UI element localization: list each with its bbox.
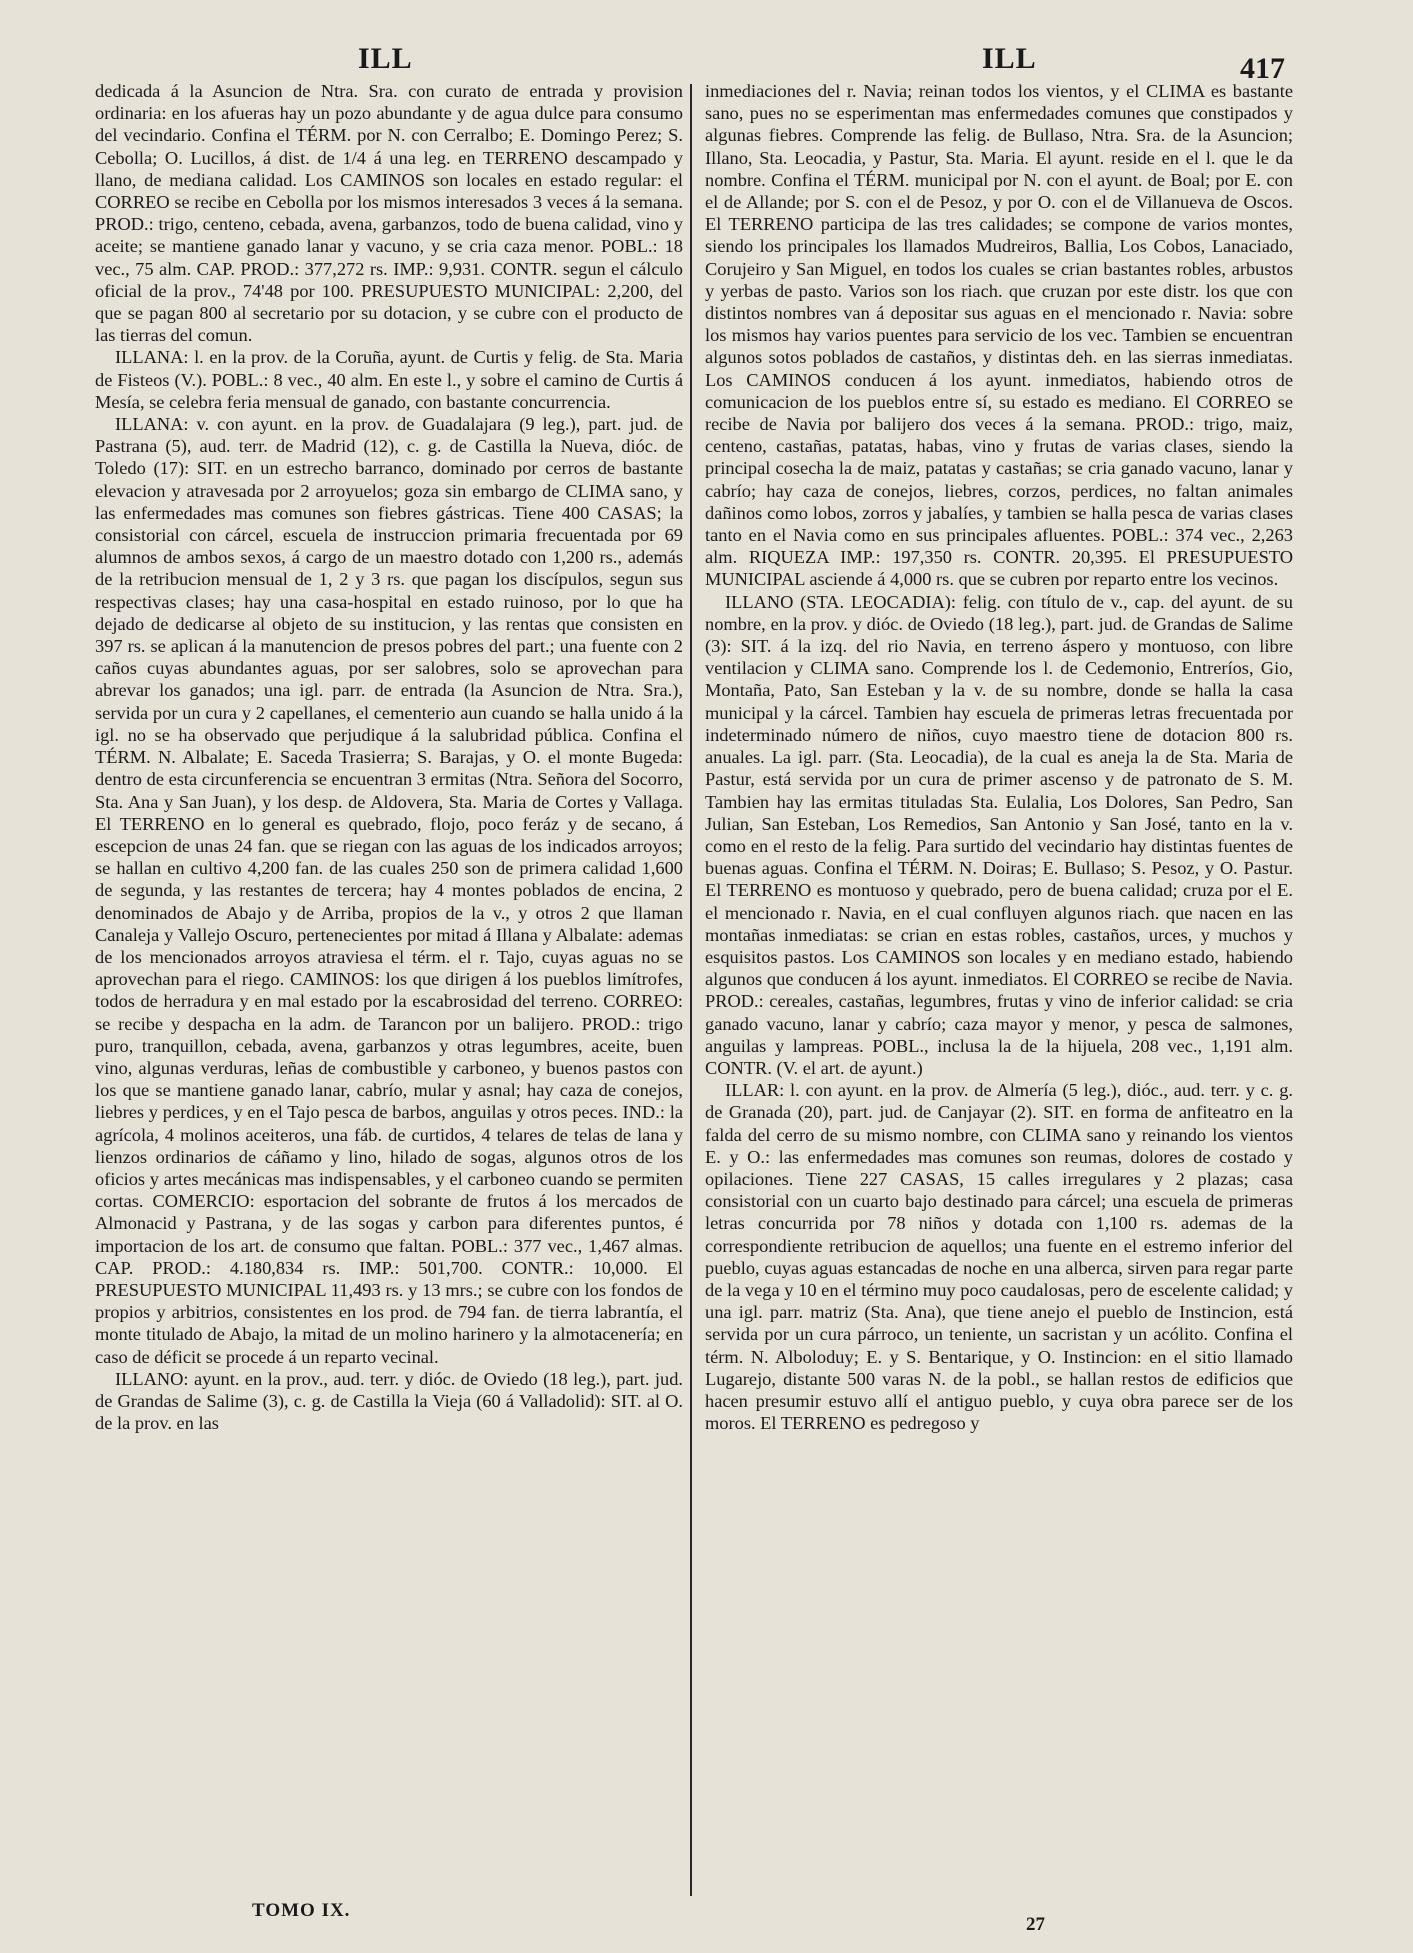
- left-running-head: ILL: [358, 42, 413, 75]
- left-paragraph-continuation: dedicada á la Asuncion de Ntra. Sra. con curato de entrada y provision ordinaria: en los afueras hay un pozo abundante y de agua dulce para consumo del vecindario. Confina el TÉRM. por N. con Cerralbo; E. Domingo Perez; S. Cebolla; O. Lucillos, á dist. de 1/4 á una leg. en TERRENO descampado y llano, de mediana calidad. Los CAMINOS son locales en estado regular: el CORREO se recibe en Cebolla por los mismos interesados 3 veces á la semana. PROD.: trigo, centeno, cebada, avena, garbanzos, todo de buena calidad, vino y aceite; se mantiene ganado lanar y vacuno, y se cria caza menor. POBL.: 18 vec., 75 alm. CAP. PROD.: 377,272 rs. IMP.: 9,931. CONTR. segun el cálculo oficial de la prov., 74'48 por 100. PRESUPUESTO MUNICIPAL: 2,200, del que se pagan 800 al secretario por su dotacion, y se cubre con el producto de las tierras del comun.: [95, 81, 683, 346]
- left-text-column: [95, 80, 683, 1434]
- volume-label: TOMO IX.: [252, 1900, 351, 1921]
- right-text-column: [705, 80, 1293, 1434]
- right-running-head: ILL: [982, 42, 1037, 75]
- signature-mark: 27: [1026, 1914, 1045, 1935]
- entry-illana-guadalajara: ILLANA: v. con ayunt. en la prov. de Guadalajara (9 leg.), part. jud. de Pastrana (5), aud. terr. de Madrid (12), c. g. de Castilla la Nueva, dióc. de Toledo (17): SIT. en un estrecho barranco, dominado por cerros de bastante elevacion y atravesada por 2 arroyuelos; goza sin embargo de CLIMA sano, y las enfermedades mas comunes son fiebres gástricas. Tiene 400 CASAS; la consistorial con cárcel, escuela de instruccion primaria frecuentada por 69 alumnos de ambos sexos, á cargo de un maestro dotado con 1,200 rs., además de la retribucion mensual de 1, 2 y 3 rs. que pagan los discípulos, segun sus respectivas clases; hay una casa-hospital en estado ruinoso, por lo que ha dejado de dedicarse al objeto de su institucion, y las rentas que consisten en 397 rs. se aplican á la manutencion de presos pobres del part.; una fuente con 2 caños cuyas abundantes aguas, por ser salobres, solo se aprovechan para abrevar los ganados; una igl. parr. de entrada (la Asuncion de Ntra. Sra.), servida por un cura y 2 capellanes, el cementerio aun cuando se halla unido á la igl. no se ha observado que perjudique á la salubridad pública. Confina el TÉRM. N. Albalate; E. Saceda Trasierra; S. Barajas, y O. el monte Bugeda: dentro de esta circunferencia se encuentran 3 ermitas (Ntra. Señora del Socorro, Sta. Ana y San Juan), y los desp. de Aldovera, Sta. Maria de Cortes y Vallaga. El TERRENO en lo general es quebrado, flojo, poco feráz y de secano, á escepcion de unas 24 fan. que se riegan con las aguas de los indicados arroyos; se hallan en cultivo 4,200 fan. de las cuales 250 son de primera calidad 1,600 de segunda, y las restantes de tercera; hay 4 montes poblados de encina, 2 denominados de Abajo y de Arriba, propios de la v., y otros 2 que llaman Canaleja y Vallejo Oscuro, pertenecientes por mitad á Illana y Albalate: ademas de los mencionados arroyos atraviesa el térm. el r. Tajo, cuyas aguas no se aprovechan para el riego. CAMINOS: los que dirigen á los pueblos limítrofes, todos de herradura y en mal estado por la escabrosidad del terreno. CORREO: se recibe y despacha en la adm. de Tarancon por un balijero. PROD.: trigo puro, tranquillon, cebada, avena, garbanzos y otras legumbres, aceite, buen vino, algunas verduras, leñas de combustible y carboneo, y buenos pastos con los que se mantiene ganado lanar, cabrío, mular y asnal; hay caza de conejos, liebres y perdices, y en el Tajo pesca de barbos, anguilas y otros peces. IND.: la agrícola, 4 molinos aceiteros, una fáb. de curtidos, 4 telares de telas de lana y lienzos ordinarios de cáñamo y lino, hilado de sogas, algunos otros de los oficios y artes mecánicas mas indispensables, y el carboneo cuando se permiten cortas. COMERCIO: esportacion del sobrante de frutos á los mercados de Almonacid y Pastrana, y de las sogas y carbon para diferentes puntos, é importacion de los art. de consumo que faltan. POBL.: 377 vec., 1,467 almas. CAP. PROD.: 4.180,834 rs. IMP.: 501,700. CONTR.: 10,000. El PRESUPUESTO MUNICIPAL 11,493 rs. y 13 mrs.; se cubre con los fondos de propios y arbitrios, consistentes en los prod. de 794 fan. de tierra labrantía, el monte titulado de Abajo, la mitad de un molino harinero y la almotacenería; en caso de déficit se procede á un reparto vecinal.: [95, 414, 683, 1367]
- entry-illar: ILLAR: l. con ayunt. en la prov. de Almería (5 leg.), dióc., aud. terr. y c. g. de Granada (20), part. jud. de Canjayar (2). SIT. en forma de anfiteatro en la falda del cerro de su mismo nombre, con CLIMA sano y reinando los vientos E. y O.: las enfermedades mas comunes son reumas, dolores de costado y opilaciones. Tiene 227 CASAS, 15 calles irregulares y 2 plazas; casa consistorial con un cuarto bajo destinado para cárcel; una escuela de primeras letras concurrida por 78 niños y dotada con 1,100 rs. ademas de la correspondiente retribucion de aquellos; una fuente en el estremo inferior del pueblo, cuyas aguas estancadas de noche en una alberca, sirven para regar parte de la vega y 10 en el término muy poco caudalosas, pero de escelente calidad; y una igl. parr. matriz (Sta. Ana), que tiene anejo el pueblo de Instincion, está servida por un cura párroco, un teniente, un sacristan y un acólito. Confina el térm. N. Alboloduy; E. y S. Bentarique, y O. Instincion: en el sitio llamado Lugarejo, distante 500 varas N. de la pobl., se hallan restos de edificios que hacen presumir estuvo allí el antiguo pueblo, y cuya obra parece ser de los moros. El TERRENO es pedregoso y: [705, 1080, 1293, 1434]
- column-divider: [690, 84, 692, 1896]
- entry-illano-ayuntamiento: ILLANO: ayunt. en la prov., aud. terr. y dióc. de Oviedo (18 leg.), part. jud. de Grandas de Salime (3), c. g. de Castilla la Vieja (60 á Valladolid): SIT. al O. de la prov. en las: [95, 1368, 683, 1434]
- right-paragraph-continuation: inmediaciones del r. Navia; reinan todos los vientos, y el CLIMA es bastante sano, pues no se esperimentan mas enfermedades comunes que constipados y algunas fiebres. Comprende las felig. de Bullaso, Ntra. Sra. de la Asuncion; Illano, Sta. Leocadia, y Pastur, Sta. Maria. El ayunt. reside en el l. que le da nombre. Confina el TÉRM. municipal por N. con el ayunt. de Boal; por E. con el de Allande; por S. con el de Pesoz, y por O. con el de Villanueva de Oscos. El TERRENO participa de las tres calidades; se compone de varios montes, siendo los principales los llamados Mudreiros, Ballia, Los Cobos, Lanaciado, Corujeiro y San Miguel, en todos los cuales se crian bastantes robles, arbustos y yerbas de pasto. Varios son los riach. que cruzan por este distr. los que con distintos nombres van á depositar sus aguas en el mencionado r. Navia: sobre los mismos hay varios puentes para servicio de los vec. Tambien se encuentran algunos sotos poblados de castaños, y distintas deh. en las sierras inmediatas. Los CAMINOS conducen á los ayunt. inmediatos, habiendo otros de comunicacion de los pueblos entre sí, su estado es mediano. El CORREO se recibe de Navia por balijero dos veces á la semana. PROD.: trigo, maiz, centeno, castañas, patatas, habas, vino y frutas de varias clases, siendo la principal cosecha la de maiz, patatas y castañas; se cria ganado vacuno, lanar y cabrío; hay caza de conejos, liebres, corzos, perdices, no faltan animales dañinos como lobos, zorros y jabalíes, y tambien se halla pesca de varias clases tanto en el Navia como en sus principales afluentes. POBL.: 374 vec., 2,263 alm. RIQUEZA IMP.: 197,350 rs. CONTR. 20,395. El PRESUPUESTO MUNICIPAL asciende á 4,000 rs. que se cubren por reparto entre los vecinos.: [705, 81, 1293, 590]
- page-number: 417: [1240, 52, 1285, 85]
- entry-illano-sta-leocadia: ILLANO (STA. LEOCADIA): felig. con título de v., cap. del ayunt. de su nombre, en la prov. y dióc. de Oviedo (18 leg.), part. jud. de Grandas de Salime (3): SIT. á la izq. del rio Navia, en terreno áspero y montuoso, con libre ventilacion y CLIMA sano. Comprende los l. de Cedemonio, Entreríos, Gio, Montaña, Pato, San Esteban y la v. de su nombre, donde se halla la casa municipal y la cárcel. Tambien hay escuela de primeras letras frecuentada por indeterminado número de niños, cuyo maestro tiene de dotacion 800 rs. anuales. La igl. parr. (Sta. Leocadia), de la cual es aneja la de Sta. Maria de Pastur, está servida por un cura de primer ascenso y de patronato de S. M. Tambien hay las ermitas tituladas Sta. Eulalia, Los Dolores, San Pedro, San Julian, San Esteban, Los Remedios, San Antonio y San José, tanto en la v. como en el resto de la felig. Para surtido del vecindario hay distintas fuentes de buenas aguas. Confina el TÉRM. N. Doiras; E. Bullaso; S. Pesoz, y O. Pastur. El TERRENO es montuoso y quebrado, pero de buena calidad; cruza por el E. el mencionado r. Navia, en el cual confluyen algunos riach. que nacen en las montañas inmediatas: se crian en estas robles, castaños, urces, y muchos y esquisitos pastos. Los CAMINOS son locales y en mediano estado, habiendo algunos que conducen á los ayunt. inmediatos. El CORREO se recibe de Navia. PROD.: cereales, castañas, legumbres, frutas y vino de inferior calidad: se cria ganado vacuno, lanar y cabrío; caza mayor y menor, y pesca de salmones, anguilas y lampreas. POBL., inclusa la de la hijuela, 208 vec., 1,191 alm. CONTR. (V. el art. de ayunt.): [705, 591, 1293, 1078]
- entry-illana-coruna: ILLANA: l. en la prov. de la Coruña, ayunt. de Curtis y felig. de Sta. Maria de Fisteos (V.). POBL.: 8 vec., 40 alm. En este l., y sobre el camino de Curtis á Mesía, se celebra feria mensual de ganado, con bastante concurrencia.: [95, 347, 683, 412]
